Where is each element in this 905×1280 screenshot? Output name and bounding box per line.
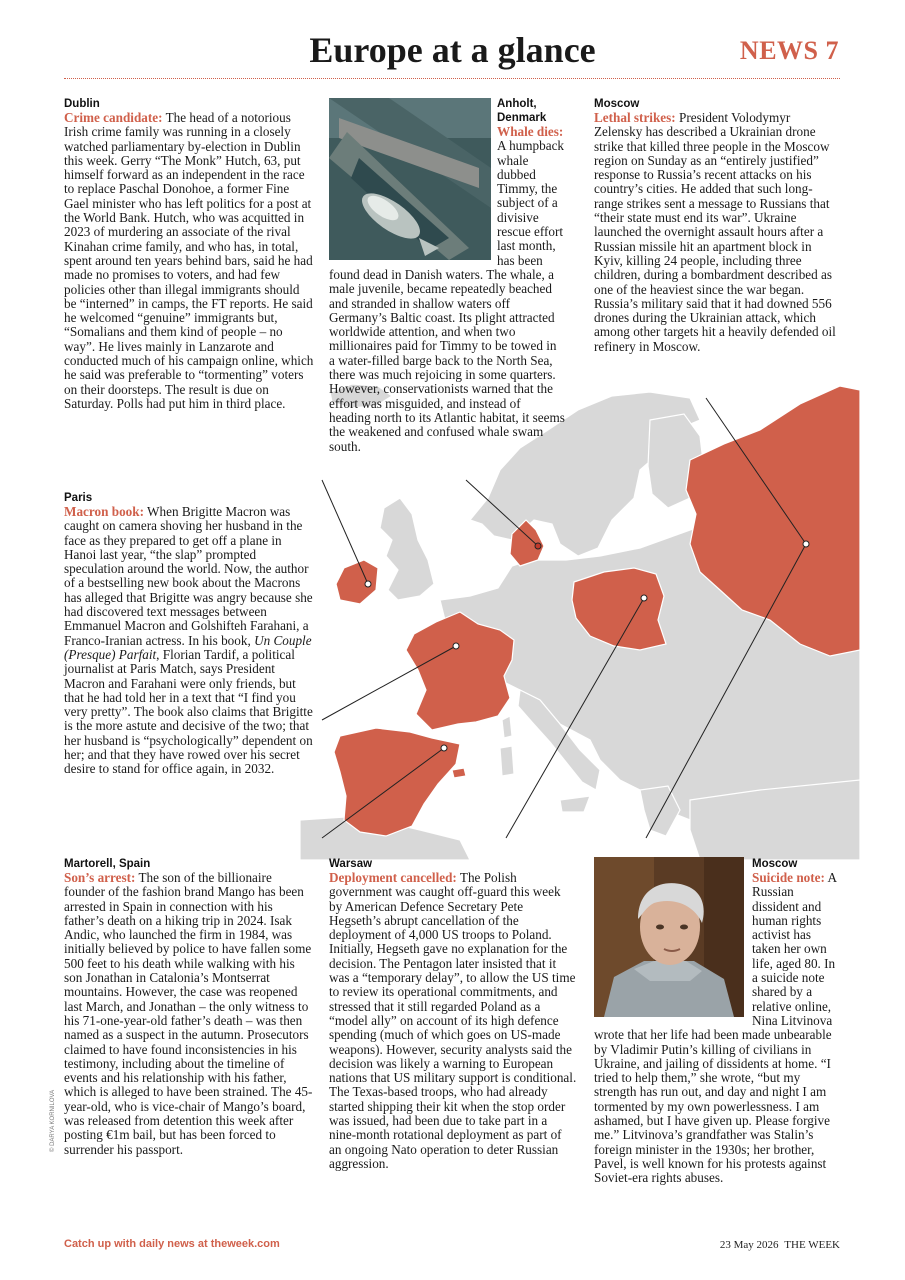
story-moscow-strikes <box>594 97 840 354</box>
story-kicker: Lethal strikes: <box>594 110 676 125</box>
story-body: The son of the billionaire founder of the fashion brand Mango has been arrested in Spain in connection with his father’s death on a hiking trip in 2024. Isak Andic, who launched the firm in 1984, was initially believed by police to have fallen some 500 feet to his death while walking with his son Jonathan in Catalonia’s Montserrat mountains. However, the case was reopened last March, and Jonathan – the only witness to his 71-one-year-old father’s death – was then named as a suspect in the autumn. Prosecutors claimed to have found inconsistencies in his testimony, including about the timeline of events and his relationship with his father, which is alleged to have been strained. The 45-year-old, who is vice-chair of Mango’s board, was released from detention this week after posting €1m bail, but has been forced to surrender his passport. <box>64 870 313 1157</box>
story-moscow-suicide <box>594 857 840 1186</box>
book-title: Un Couple (Presque) Parfait <box>64 632 312 662</box>
story-location: Anholt, Denmark <box>497 98 547 124</box>
footer-date: 23 May 2026 <box>719 1239 779 1251</box>
section-label: NEWS 7 <box>739 36 839 65</box>
story-body-continued: , Florian Tardif, a political journalist at Paris Match, says President Macron and Farahani were only friends, but that he had told her in a text that “I find you very pretty”. The book also claims that Brigitte is the more astute and decisive of the two; that her husband is “psychologically” dependent on her; and that they have rowed over his secret desire to stand for office again, in 2032. <box>64 646 313 777</box>
story-body: When Brigitte Macron was caught on camera shoving her husband in the face as they prepared to get off a plane in Hanoi last year, “the slap” prompted speculation around the world. Now, the author of a bestselling new book about the Macrons has alleged that Brigitte was angry because she had discovered text messages between Emmanuel Macron and Golshifteh Farahani, a Franco-Iranian actress. In his book, <box>64 504 313 648</box>
story-kicker: Whale dies: <box>497 124 564 139</box>
story-kicker: Macron book: <box>64 504 144 519</box>
story-location: Moscow <box>752 858 798 870</box>
sicily <box>560 796 590 812</box>
story-kicker: Deployment cancelled: <box>329 870 457 885</box>
story-kicker: Son’s arrest: <box>64 870 136 885</box>
ireland-highlight <box>336 560 378 604</box>
marker-anholt <box>535 543 541 549</box>
footer-publication: THE WEEK <box>784 1239 840 1251</box>
story-location: Paris <box>64 492 93 504</box>
story-paris <box>64 491 314 777</box>
great-britain <box>380 498 434 600</box>
story-body: The head of a notorious Irish crime family was running in a closely watched parliamentary by-election in Dublin this week. Gerry “The Monk” Hutch, 63, put himself forward as an independent in the race to replace Paschal Donohoe, a former Fine Gael minister who has left politics for a post at the World Bank. Hutch, who was acquitted in 2023 of murdering an associate of the rival Kinahan crime family, and who has, in total, spent around ten years behind bars, said he had made no promises to voters, and had few policies other than illegal immigrants should be “interned” in camps, the FT reports. He said he welcomed “genuine” immigrants but, “Somalians and them kind of people – no way”. He lives mainly in Lanzarote and conducted much of his campaign online, which he said was preferable to “tormenting” voters on their doorsteps. The result is due on Saturday. Polls had put him in third place. <box>64 110 314 411</box>
marker-warsaw <box>641 595 647 601</box>
footer-link[interactable]: Catch up with daily news at theweek.com <box>64 1238 280 1250</box>
marker-paris <box>453 643 459 649</box>
story-martorell <box>64 857 314 1157</box>
story-location: Warsaw <box>329 858 373 870</box>
story-location: Martorell, Spain <box>64 858 151 870</box>
page-title: Europe at a glance <box>309 30 596 70</box>
corsica <box>502 716 512 738</box>
balearics-highlight <box>452 768 466 778</box>
marker-dublin <box>365 581 371 587</box>
photo-credit: © DARYA KORNILOVA <box>50 1089 56 1152</box>
story-location: Dublin <box>64 98 100 110</box>
story-location: Moscow <box>594 98 640 110</box>
spain-highlight <box>334 728 460 836</box>
header-rule <box>64 78 840 79</box>
story-body: A humpback whale dubbed Timmy, the subject of a divisive rescue effort last month, has been found dead in Danish waters. The whale, a male juvenile, became repeatedly beached and stranded in shallow waters off Germany’s Baltic coast. Its plight attracted worldwide attention, and when two millionaires paid for Timmy to be towed in a water-filled barge back to the North Sea, there was much rejoicing in some quarters. However, conservationists warned that the effort was misguided, and instead of heading north to its Atlantic habitat, it seems the weakened and confused whale swam south. <box>329 138 565 454</box>
story-body: President Volodymyr Zelensky has described a Ukrainian drone strike that killed three people in the Moscow region on Sunday as an “entirely justified” response to Russia’s recent attacks on his country’s cities. He added that such long-range strikes sent a message to Russians that “their state must end its war”. Ukraine launched the overnight assault hours after a Russian missile hit an apartment block in Kyiv, killing 24 people, including three children, during a bombardment described as one of the heaviest since the war began. Russia’s military said that it had downed 556 drones during the Ukrainian attack, which among other targets hit a heavily defended oil refinery in Moscow. <box>594 110 836 354</box>
france-highlight <box>406 612 514 730</box>
marker-martorell <box>441 745 447 751</box>
marker-moscow <box>803 541 809 547</box>
story-kicker: Crime candidate: <box>64 110 163 125</box>
footer-issue <box>720 1239 840 1251</box>
story-body: The Polish government was caught off-guard this week by American Defence Secretary Pete Hegseth’s abrupt cancellation of the deployment of 4,000 US troops to Poland. Initially, Hegseth gave no explanation for the decision. The Pentagon later insisted that it was a “temporary delay”, to allow the US time to review its operational commitments, and stressed that it still regarded Poland as a “model ally” on account of its high defence spending (much of which goes on US-made weapons). However, security analysts said the decision was likely a warning to European nations that US military support is conditional. The Texas-based troops, who had already started shipping their kit when the stop order was issued, had been due to take part in a nine-month rotational deployment as part of an ongoing Nato operation to deter Russian aggression. <box>329 870 577 1171</box>
story-dublin <box>64 97 314 411</box>
story-kicker: Suicide note: <box>752 870 825 885</box>
story-anholt <box>329 97 565 454</box>
story-body: A Russian dissident and human rights activist has taken her own life, aged 80. In a suicide note shared by a relative online, Nina Litvinova wrote that her life had been made unbearable by Vladimir Putin’s killing of civilians in Ukraine, and jailing of dissidents at home. “I tried to help them,” she wrote, “but my strength has run out, and day and night I am tormented by my own powerlessness. I am ashamed, but I have given up. Please forgive me.” Litvinova’s grandfather was Stalin’s foreign minister in the 1930s; her brother, Pavel, is well known for his protests against Soviet-era rights abuses. <box>594 870 837 1186</box>
sardinia <box>500 746 514 776</box>
story-warsaw <box>329 857 577 1171</box>
